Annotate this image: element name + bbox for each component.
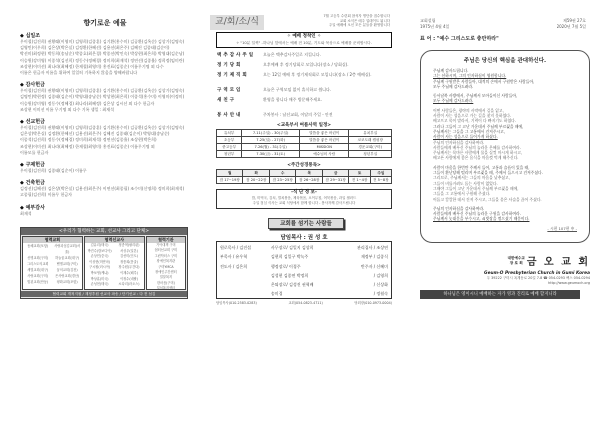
partner-item: 한마음(구미) <box>156 280 175 285</box>
partner-item: 평화교회(포항) <box>56 280 78 284</box>
day-cell: 수 <box>269 170 295 177</box>
poem-line: 그들을 그 고통에서 구원해 주셨다. <box>433 191 491 197</box>
news-item-text: 오늘은 구역모임 없이 휴식하고 쉽니다. <box>263 87 332 92</box>
bible-reading-table <box>216 169 392 184</box>
partner-item: 새빛교회(대구) <box>27 268 49 272</box>
offering-line: 최재석 <box>20 210 32 216</box>
staff-entry <box>220 271 271 280</box>
table-cell: 말씀을 좋은 어린이 <box>300 130 349 137</box>
poem-line: 그들이 환난당해 떨리며 부르짖을 때, 주께서 들으시고 건져주셨다. <box>433 170 543 176</box>
poem-source: - 시편 107편 中 - <box>547 225 577 231</box>
staff-entry: 관리집사 / 조상연 <box>357 245 388 250</box>
offering-section <box>20 118 190 156</box>
news-item-text: 오후예배 후 정기당회로 모입니다(장소 / 당회실). <box>263 62 349 67</box>
partner-item: 김선미(인도) <box>120 254 138 259</box>
staff-entry: 반주자 / 신혜미 <box>360 263 388 269</box>
table-row <box>217 130 392 137</box>
menu-line: 주일 점심 식사는 교회 식당에서 함께 합니다 - 봉사자께 감사드립니다 <box>252 201 356 205</box>
offering-line: 고종필(김선희) 이름무 헌금자 <box>20 192 73 198</box>
news-item <box>217 112 397 122</box>
partner-table-title: <우리가 협력하는 교회, 선교사 그리고 단체> <box>21 228 187 235</box>
news-item <box>217 97 397 107</box>
partner-item: 신명교회(구미) <box>27 256 49 260</box>
offering-section <box>20 81 190 113</box>
offering-section-label: ◆ 건축헌금 <box>20 180 45 187</box>
poem-line: 배고프고 목이 말라서, 기력이 다 빠지기도 하였다. <box>433 118 517 124</box>
phone-number: 당회장(010-0973-0004) <box>354 301 392 305</box>
table-cell: 유치부 <box>217 130 242 137</box>
summer-schedule-table <box>216 129 392 158</box>
offering-line: 이승원(강미영) 이종석(김선희) 정동수(정혜경) 정미희(최재석) 정연선(김종율) 정희정(임미란) <box>20 57 185 63</box>
table-row <box>217 137 392 144</box>
poem-line: 주님께서 놋대문을 부수시고, 쇠빗장을 꺾으셨기 때문이다. <box>433 216 530 222</box>
menu-box <box>216 189 392 209</box>
day-cell: 주일 <box>370 170 391 177</box>
range-cell: 잠 26~28장 <box>296 177 322 184</box>
partner-item: 박상훈(미국) <box>90 276 109 281</box>
staff-entry: 송미경 <box>270 291 283 297</box>
denomination: 장 로 회 <box>509 260 523 265</box>
header-note: 7월 고등부 수련회 참석자 명단을 접수합니다 <box>323 14 390 18</box>
offering-line: 우이철(김진희) 권황래(이영미) 김영희(김종훈) 김기환(홍수미) 김공환(김옥순) 김상기(김명숙) <box>20 39 185 44</box>
partner-item: 쉼터선교회 구미 <box>154 248 178 253</box>
table-cell: 코코도래 캠핑장 <box>349 137 392 144</box>
founded-label: 교회설립 <box>420 18 436 23</box>
partner-item: 사랑과섬김교회(서울) <box>54 244 81 254</box>
poem-line: 어떤 사람들은, 광야의 사막에서 길을 잃고, <box>433 107 504 113</box>
staff-entry: 전도사 / 김은희 <box>220 263 248 269</box>
poem-line: 주님께서는 그들을 그 고통에서 건져주시고, <box>433 128 506 134</box>
table-cell: 말씀을 좋은 어린이 <box>300 137 349 144</box>
partner-item: 구시원(러시아) <box>89 265 111 270</box>
news-item <box>217 62 397 72</box>
staff-box <box>216 241 392 299</box>
church-news-title: 교/회/소/식 <box>210 15 264 30</box>
offering-line: 우이철(김진희) 김종태(김순이) 이름무 <box>20 168 87 174</box>
staff-row <box>220 252 388 261</box>
day-cell: 토 <box>349 170 370 177</box>
poem-line: 어둡고 캄캄한 데서 건져 주시고, 그들을 묶은 사슬을 끊어 주셨다. <box>433 196 542 202</box>
staff-entry: 재정부 / 김종식 <box>360 254 388 260</box>
issue-date: 2020년 7월 5일 <box>556 24 586 30</box>
phone-number: 교회(054-0823-4711) <box>288 301 323 305</box>
partner-item: 은사랑교회(경산) <box>55 274 80 278</box>
table-cell: 청년부 <box>217 151 242 158</box>
offering-line: 이승원(강미영) 정동수(정혜경) 최나라(최혜정) 김은상 김시선 외 다수 헌금자 <box>20 100 155 106</box>
partner-item: 박보영(케냐) <box>90 270 109 275</box>
news-item-label: 맥추감사주일 <box>217 53 256 58</box>
partner-table-footer: 협력교회 개척지원 / 재정후원 선교사 파송 / 단기선교 : 다 전 섬김 <box>21 291 187 297</box>
news-item-text: 오는 12일 예배 후 정기제직회로 모입니다(장소 / 2층 예배실). <box>263 72 372 77</box>
offering-section <box>20 204 190 217</box>
summer-table-title: <교육부서 여름사역 일정> <box>276 123 332 128</box>
partner-item: 서상우(일본) <box>120 248 138 253</box>
offering-line: 조상현(이미선) 최나라(최혜정) 한재철(최영미) 홍진표(김종순) 이름무기명 외 <box>20 143 155 149</box>
partner-item: 손상민(중국) <box>90 254 109 259</box>
partner-table <box>20 227 188 299</box>
poem-stanza <box>433 165 577 202</box>
partner-item: 이정수(네팔) <box>120 276 138 281</box>
offering-section <box>20 161 190 174</box>
partner-item: 밀알복지 <box>159 275 173 280</box>
partner-item: 동혜교회(포항) <box>27 244 49 248</box>
offering-section-label: ◆ 감사헌금 <box>20 82 45 89</box>
offering-line: 박선미(최정현) 박동희(송남순) 박종호(최은경) 박종선(박인숙) 박상현(최은희) 박영대(김순남) <box>20 51 185 57</box>
poem-line: 주님의 인자하심을 감사하여라. <box>433 205 485 211</box>
staff-entry: 김성현 김종연 박정희 <box>270 272 309 278</box>
poem-line: 주님께 감사드립니다. <box>433 68 469 73</box>
left-column <box>20 18 190 222</box>
partner-item: 빛된교회(안동) <box>27 280 49 284</box>
website-link[interactable]: http://www.geumoch.org <box>548 281 590 285</box>
partner-item: 박진수(캄보디아) <box>87 248 112 253</box>
table-cell: 7.30(금) - 31(토) <box>242 151 300 158</box>
motto: 표 어 : "예수 그리스도로 충만하라" <box>420 36 499 43</box>
staff-row <box>220 262 388 271</box>
staff-entry: / 정월숙 <box>373 291 388 297</box>
partner-item: 장주원(우간다) <box>118 265 140 270</box>
poem-line: 모두 주님께 감사드려라. <box>433 98 474 104</box>
news-item-label: 구역모임 <box>217 88 243 93</box>
news-item-text: 오늘은 맥추감사주일로 지킵니다. <box>263 52 321 57</box>
staff-row <box>220 271 388 280</box>
poem-line: 주님께 구원받은 사람들아, 대적의 손에서 구원받은 사람들아, <box>433 78 535 84</box>
church-name: 금 오 교 회 <box>526 257 590 268</box>
poem-stanza <box>433 68 577 89</box>
partner-item: 장애인복지관 <box>156 259 176 264</box>
issue-volume: 제59권 27호 <box>562 18 586 23</box>
staff-entry: / 신상화 <box>373 282 388 288</box>
partner-item: 사랑교회(구미) <box>27 274 49 278</box>
staff-row <box>220 280 388 289</box>
table-row <box>217 144 392 151</box>
poem-stanza <box>433 108 577 161</box>
partner-item: 이상현(미얀마) <box>89 259 111 264</box>
poem-line: 그는 선하시며, 그의 인자하심이 영원합니다. <box>433 73 507 79</box>
menu-line: 밥, 미역국, 김치, 멸치볶음, 제육볶음, 오이무침, 어묵볶음, 과일 샐러드 <box>251 196 357 200</box>
poem-line: 그러나 그들이 그 고난 가운데서 주님께 부르짖을 때에, <box>433 123 524 129</box>
offering-line: 이름은 헌금자 이름을 위하여 일일히 기록하지 않음을 양해바랍니다 <box>20 70 138 76</box>
news-item <box>217 87 397 97</box>
partner-item: 꿈의교회(김천) <box>56 268 78 272</box>
worship-notice-text: ✧ "10분 일찍" -하나님 앞에서는 예배 전 10분, 기도와 묵상으로 예배를 준비합시다. <box>236 41 372 45</box>
table-cell: 7.25(일) - 27(화) <box>242 137 300 144</box>
poem-line: 사람들에게 베푸신 주님의 놀라운 은혜를 감사하여라. <box>433 144 521 150</box>
poem-line: 사람이 마음을 한번만 주께서 들어, 고통과 슬픔이 있을 때, <box>433 164 530 170</box>
table-cell: 초등부 <box>217 137 242 144</box>
offering-section-label: ◆ 십일조 <box>20 33 41 39</box>
news-item-label: 봉사안내 <box>217 113 243 118</box>
staff-entry: 원로목사 / 김진섭 <box>220 245 251 250</box>
offering-section-label: ◆ 선교헌금 <box>20 119 45 126</box>
partner-item: 그린닥터스 구미 <box>154 253 178 258</box>
partner-item: 정종희(몽골) <box>120 259 138 264</box>
staff-entry <box>220 280 271 289</box>
offering-line: 김명민(박현정) 김종태(김순이) 박영대(송남순) 박상현(최은희) 이종석(홍수미) 이영미(이정미) <box>20 94 185 100</box>
table-cell: 유치부실 <box>349 130 392 137</box>
news-item <box>217 52 397 62</box>
staff-entry: / 김영희 <box>373 272 388 278</box>
range-cell: 전 5~8장 <box>370 177 391 184</box>
news-item <box>217 72 397 82</box>
table-cell: 경운교회(구미) <box>349 144 392 151</box>
offering-line: 이름모를 헌금자 <box>20 149 49 155</box>
partner-agencies-header: 협력기관 <box>147 237 185 243</box>
offering-section <box>20 179 190 198</box>
scripture-banner: 하나님은 영이시니 예배하는 자가 영과 진리로 예배 할지니라 <box>420 290 580 299</box>
table-cell: 7.11(주일) - 30(주일) <box>242 130 300 137</box>
english-name: Geum-O Presbyterian Church in Gumi Korea <box>484 271 590 276</box>
poem-line: 동서남북 사방에서, 주님께서 모아들이신 사람들아, <box>433 93 518 99</box>
partner-item: 정종혁(필리핀) <box>118 243 140 247</box>
phone-number: 담임목사(010-2583-0283) <box>216 301 257 305</box>
offering-line: 조상현 이미선 이름 무기명 외 다수 기록 생일 : 최재석 <box>20 106 114 112</box>
phones <box>216 300 392 306</box>
offering-line: 조상현(이미선) 최나라(최혜정) 한재철(최영미) 홍진표(김종순) 이름무기명 외 다수 <box>20 63 164 69</box>
range-cell: 전 1~4장 <box>349 177 370 184</box>
staff-row <box>220 243 388 252</box>
partner-churches-header: 협력교회 <box>23 237 82 243</box>
partner-item: 장애인주간센터 <box>155 270 177 275</box>
offerings-title: 향기로운 예물 <box>83 19 127 27</box>
range-cell: 잠 20~22장 <box>243 177 269 184</box>
reading-title: <주간성경통독> <box>287 163 321 168</box>
news-item-label: 정기제직회 <box>217 73 249 78</box>
offering-line: 우이철(김진희) 권황래(이영미) 김영희(김종훈) 김기환(홍수미) 김공환(김옥순) 김상기(김명숙) <box>20 125 185 131</box>
range-cell: 잠 17~19장 <box>217 177 243 184</box>
table-row <box>217 177 392 184</box>
staff-entry: 김현희 김일구 박녹주 <box>270 254 309 260</box>
table-row <box>217 170 392 177</box>
table-cell: MISSION <box>300 144 349 151</box>
partner-missionaries-header: 협력선교사 <box>85 237 144 243</box>
senior-pastor: 담임목사 : 권 성 호 <box>280 235 328 241</box>
offering-line: 이종석(김선희) 정동수(정혜경) 정미희(최재석) 정연선(김종율) 조상현(박은희) <box>20 137 157 143</box>
table-cell: 7.26(월) - 31(주일) <box>242 144 300 151</box>
partner-item: 소다리(라오스) <box>118 282 140 287</box>
range-cell: 잠 23~25장 <box>269 177 295 184</box>
header-note: 주일 예배에 오신 모든 분들을 환영합니다 <box>328 23 390 27</box>
day-cell: 금 <box>322 170 348 177</box>
offering-line: 우이철(김진희) 권황래(이영미) 김영희(김종훈) 김기환(홍수미) 김공환(김옥순) 김상기(김명숙) <box>20 88 185 94</box>
staff-entry: 사무장로/ 김일지 김상희 <box>270 245 314 250</box>
address: 우 39222 구미시 옥계동로 20길 7-8 ☎ 054-0293 팩스 054-0294 <box>486 276 590 280</box>
staff-entry: 행정장로/ 이경주 <box>270 263 301 269</box>
poem-line: 사람이 사는 성읍으로 들어가게 하셨다. <box>433 134 498 140</box>
partner-item: 그리스도의교회 <box>26 262 49 266</box>
poem-title: 주님은 당신의 핵심을 관대하신다. <box>463 58 547 64</box>
partner-item: 일심복지센터 <box>156 286 176 291</box>
poem-stanza <box>433 93 577 104</box>
news-item-label: 정기당회 <box>217 63 243 68</box>
poem-line: 그때야 그들이 고난 가운데서 주님께 부르짖을 때에, <box>433 185 519 191</box>
poem-line: 주님께서는 목마른 사람에게 물을 실컷 마시게 하시고, <box>433 150 523 156</box>
poem-box <box>420 50 590 243</box>
day-cell: 목 <box>296 170 322 177</box>
table-cell: 청년부실 <box>349 151 392 158</box>
table-row <box>217 151 392 158</box>
offering-line: 김은상(박은실) 김정환(한혜선) 김용선(최은주) 김혜진 김종태(김순이) 박영대(송남순) <box>20 131 170 137</box>
day-cell: 화 <box>243 170 269 177</box>
table-cell: 예수님의 사람 <box>300 151 349 158</box>
worship-notice-title: ✧ 예배 정착인 ✧ <box>287 34 321 39</box>
poem-line: 사람들에게 베푸신 주님의 놀라운 구원을 감사하여라. <box>433 211 521 217</box>
range-cell: 잠 29~31장 <box>322 177 348 184</box>
partner-item: 구미YMCA <box>158 264 174 269</box>
staff-entry <box>220 289 271 298</box>
menu-title: -식 단 정 보- <box>291 190 317 195</box>
offering-line: 김정선(김혜선) 김은상(박은실) 김용선(최은주) 이연선(최종필) 조수미(신명희) 정미희(최재석) <box>20 186 185 192</box>
poem-line: 사람이 사는 성읍으로 가는 길을 찾지 못하였다. <box>433 113 512 119</box>
offering-section <box>20 32 190 76</box>
poem-stanza <box>433 206 577 222</box>
partner-item: 기아대책 구미 <box>156 243 176 247</box>
partner-item: 하늘꿈교회(대구) <box>55 256 80 260</box>
news-item-text: 환영을 합니다 매주 방문해주세요. <box>263 97 323 102</box>
poem-line: 그리므로, 주님께서는 그들의 마음을 낮추셨고, <box>433 175 510 181</box>
news-item-text: 주차봉사 : 남선교회, 이달의 주일 - 안전 <box>263 112 333 117</box>
news-item-label: 새친구 <box>217 98 237 103</box>
partner-item: 김유리(태국) <box>90 243 109 247</box>
poem-line: 모두 주님께 감사드려라. <box>433 83 474 89</box>
denomination: 대한예수교 <box>507 256 525 260</box>
partner-item: 손성현(태국) <box>90 282 109 287</box>
partner-item: 벧엘교회(구미) <box>56 262 78 266</box>
founded-date: 1975년 4월 4일 <box>420 24 450 30</box>
offering-section-label: ◆ 구제헌금 <box>20 162 45 169</box>
worship-notice-box <box>216 32 392 48</box>
day-cell: 월 <box>217 170 243 177</box>
poem-line: 그들이 비틀거려도 돕는 사람이 없었다. <box>433 180 498 186</box>
offering-section-label: ◆ 예부감사 <box>20 204 45 211</box>
news-items <box>217 52 397 122</box>
staff-row <box>220 289 388 298</box>
offering-line: 김영민(이우희) 김은상(박은실) 김정환(한혜선) 김용선(최은주) 김혜진 김종태(김순이) <box>20 45 170 51</box>
staff-entry: 부목사 / 유우혁 <box>220 254 248 260</box>
header-note: 교회 소식은 매주 업데이트 됩니다 <box>339 18 390 23</box>
partner-item: 이재수(페루) <box>120 270 138 275</box>
table-cell: 중고등부 <box>217 144 242 151</box>
poem-line: 배고픈 사람에게 좋은 음식을 마음껏 먹게 해주신다. <box>433 155 519 161</box>
staff-banner: 교회를 섬기는 사람들 <box>268 218 344 229</box>
staff-entry: 은퇴장로/ 김성진 권혁배 <box>270 282 314 288</box>
poem-line: 주님의 인자하심을 감사하여라. <box>433 139 485 145</box>
